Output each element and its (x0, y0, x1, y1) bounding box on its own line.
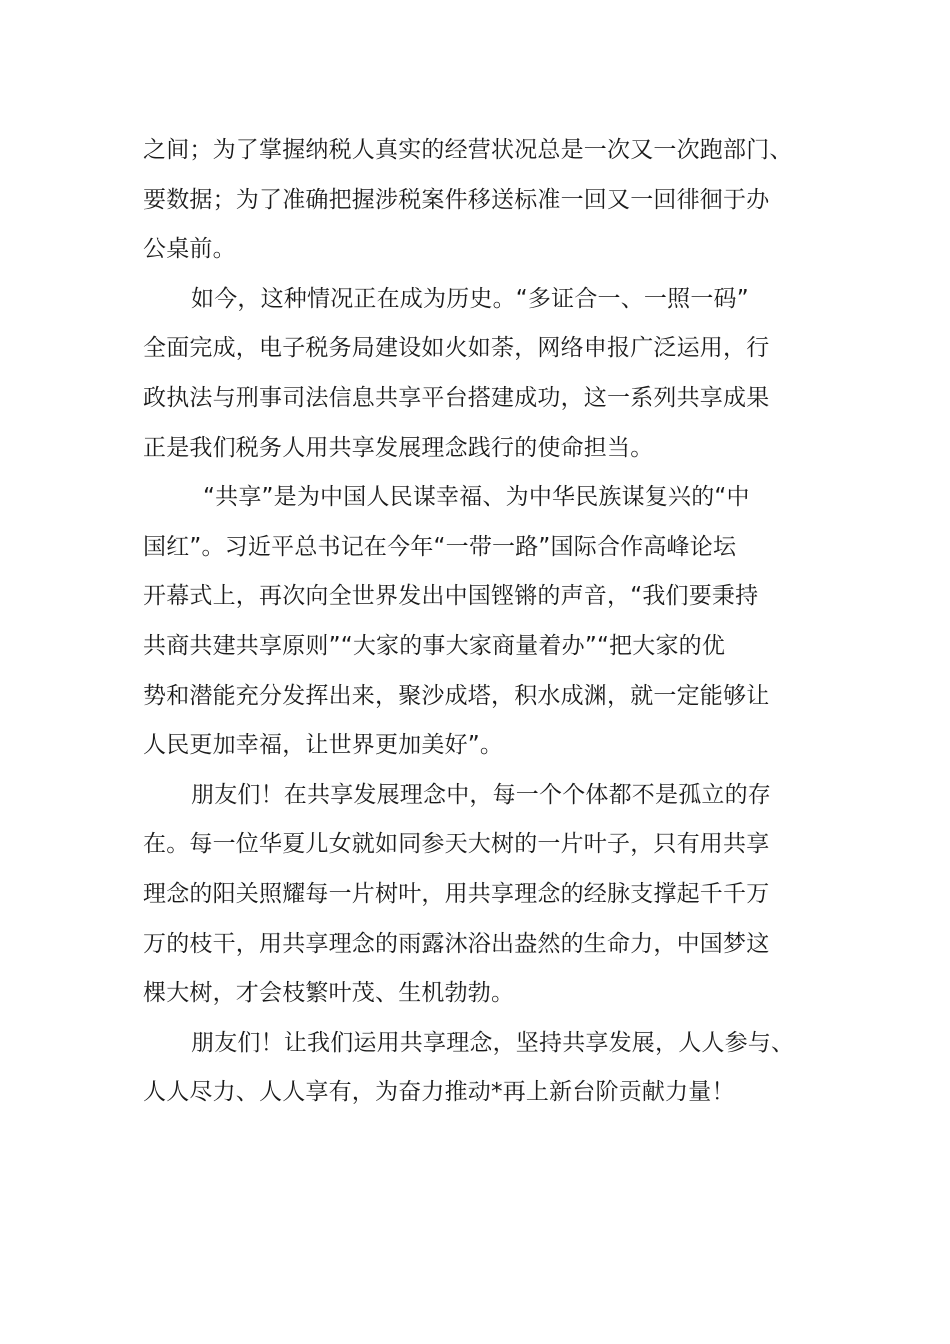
text-line: 国红”。习近平总书记在今年“一带一路”国际合作高峰论坛 (143, 533, 737, 560)
paragraph-3 (143, 473, 807, 771)
document-body (143, 126, 807, 1118)
text-line: 要数据；为了准确把握涉税案件移送标准一回又一回徘徊于办 (143, 186, 770, 213)
text-line: 公桌前。 (143, 236, 236, 263)
paragraph-1 (143, 126, 807, 275)
text-line: 势和潜能充分发挥出来，聚沙成塔，积水成渊，就一定能够让 (143, 682, 770, 709)
text-line: 在。每一位华夏儿女就如同参天大树的一片叶子，只有用共享 (143, 831, 770, 858)
text-line: 正是我们税务人用共享发展理念践行的使命担当。 (143, 434, 654, 461)
text-line: 如今，这种情况正在成为历史。“多证合一、一照一码” (191, 285, 749, 312)
text-line: 人人尽力、人人享有，为奋力推动*再上新台阶贡献力量！ (143, 1079, 735, 1106)
text-line: 人民更加幸福，让世界更加美好”。 (143, 732, 504, 759)
text-line: 全面完成，电子税务局建设如火如荼，网络申报广泛运用，行 (143, 335, 770, 362)
text-line: 开幕式上，再次向全世界发出中国铿锵的声音，“我们要秉持 (143, 583, 759, 610)
text-line: “共享”是为中国人民谋幸福、为中华民族谋复兴的“中 (203, 484, 750, 511)
paragraph-5 (143, 1019, 807, 1118)
paragraph-2 (143, 275, 807, 473)
text-line: 理念的阳关照耀每一片树叶，用共享理念的经脉支撑起千千万 (143, 880, 770, 907)
paragraph-4 (143, 771, 807, 1019)
text-line: 朋友们！让我们运用共享理念，坚持共享发展，人人参与、 (191, 1029, 795, 1056)
text-line: 之间；为了掌握纳税人真实的经营状况总是一次又一次跑部门、 (143, 137, 793, 163)
text-line: 棵大树，才会枝繁叶茂、生机勃勃。 (143, 980, 515, 1007)
text-line: 共商共建共享原则”“大家的事大家商量着办”“把大家的优 (143, 632, 726, 659)
text-line: 政执法与刑事司法信息共享平台搭建成功，这一系列共享成果 (143, 384, 770, 411)
text-line: 朋友们！在共享发展理念中，每一个个体都不是孤立的存 (191, 781, 771, 808)
text-line: 万的枝干，用共享理念的雨露沐浴出盎然的生命力，中国梦这 (143, 930, 770, 957)
